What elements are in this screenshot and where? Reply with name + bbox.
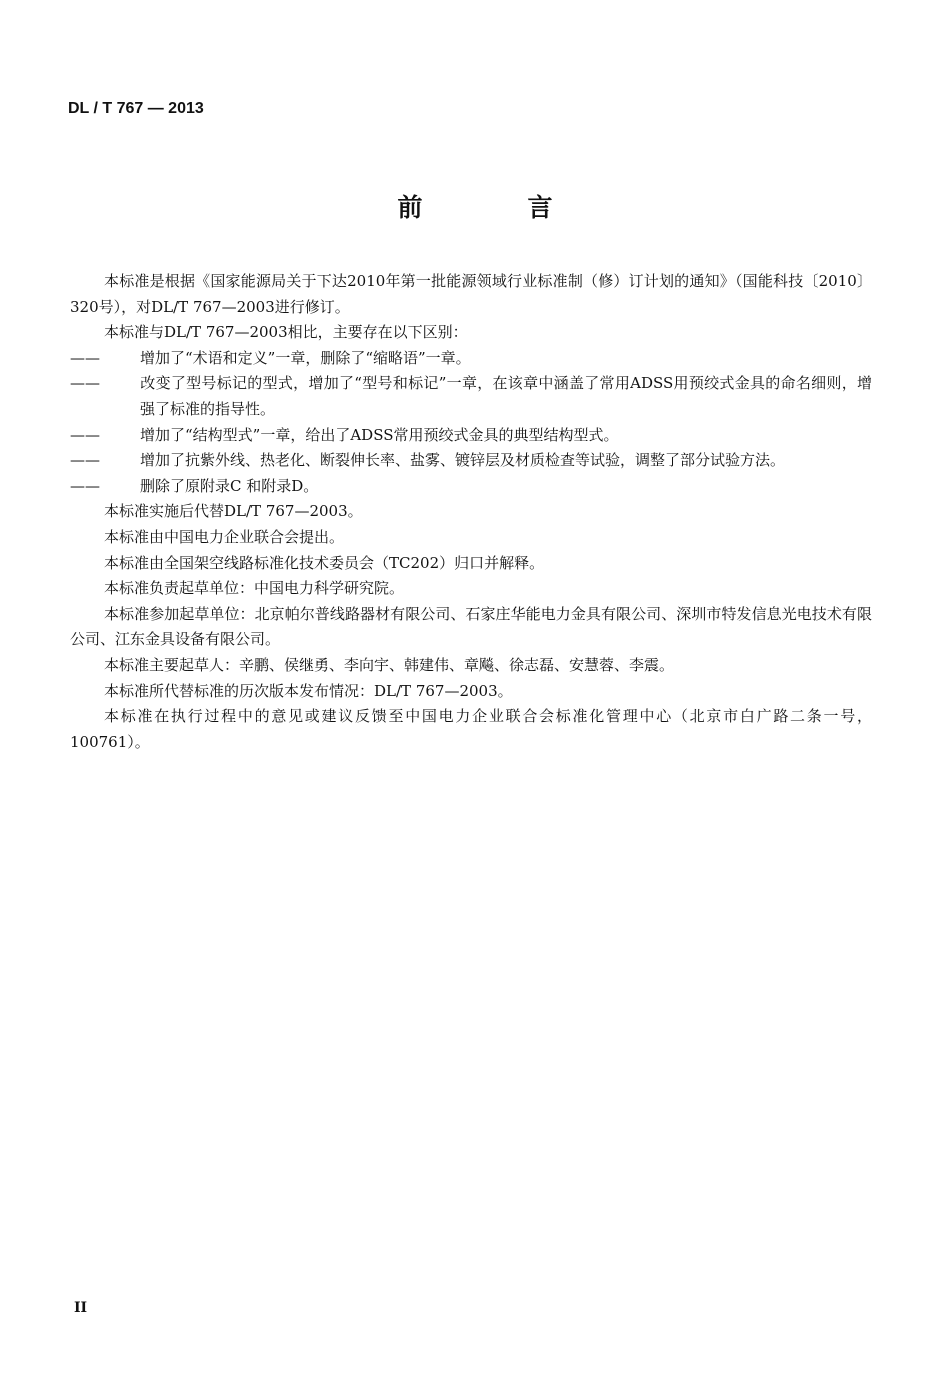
list-item [70,371,872,422]
list-item [70,448,872,474]
dash-prefix: —— [70,425,100,444]
paragraph: 本标准所代替标准的历次版本发布情况：DL/T 767—2003。 [104,681,513,700]
page-number: II [74,1300,88,1316]
paragraph: 本标准与DL/T 767—2003相比，主要存在以下区别： [104,323,468,342]
list-item [70,346,872,372]
dash-prefix: —— [70,451,100,470]
dash-prefix: —— [70,348,100,367]
list-item-text: 增加了“术语和定义”一章，删除了“缩略语”一章。 [140,348,471,367]
paragraph: 本标准实施后代替DL/T 767—2003。 [104,502,363,521]
document-code-header: DL / T 767 — 2013 [68,100,204,117]
list-item-text: 改变了型号标记的型式，增加了“型号和标记”一章，在该章中涵盖了常用ADSS用预绞式金具的命名细则，增强了标准的指导性。 [140,374,872,418]
paragraph: 本标准参加起草单位：北京帕尔普线路器材有限公司、石家庄华能电力金具有限公司、深圳市特发信息光电技术有限公司、江东金具设备有限公司。 [70,604,872,649]
paragraph: 本标准主要起草人：辛鹏、侯继勇、李向宇、韩建伟、章飚、徐志磊、安慧蓉、李震。 [104,655,675,674]
dash-prefix: —— [70,476,100,495]
foreword-body [70,269,872,755]
list-item-text: 增加了抗紫外线、热老化、断裂伸长率、盐雾、镀锌层及材质检查等试验，调整了部分试验方法。 [140,451,786,470]
list-item [70,474,872,500]
list-item-text: 增加了“结构型式”一章，给出了ADSS常用预绞式金具的典型结构型式。 [140,425,619,444]
dash-prefix: —— [70,374,100,393]
paragraph: 本标准由中国电力企业联合会提出。 [104,527,345,546]
paragraph: 本标准由全国架空线路标准化技术委员会（TC202）归口并解释。 [104,553,545,572]
paragraph: 本标准负责起草单位：中国电力科学研究院。 [104,579,405,598]
paragraph: 本标准是根据《国家能源局关于下达2010年第一批能源领域行业标准制（修）订计划的通知》（国能科技〔2010〕320号），对DL/T 767—2003进行修订。 [70,272,872,316]
page-title: 前 言 [397,193,593,222]
paragraph: 本标准在执行过程中的意见或建议反馈至中国电力企业联合会标准化管理中心（北京市白广路二条一号，100761）。 [70,707,872,751]
list-item [70,423,872,449]
list-item-text: 删除了原附录C 和附录D。 [140,476,319,495]
